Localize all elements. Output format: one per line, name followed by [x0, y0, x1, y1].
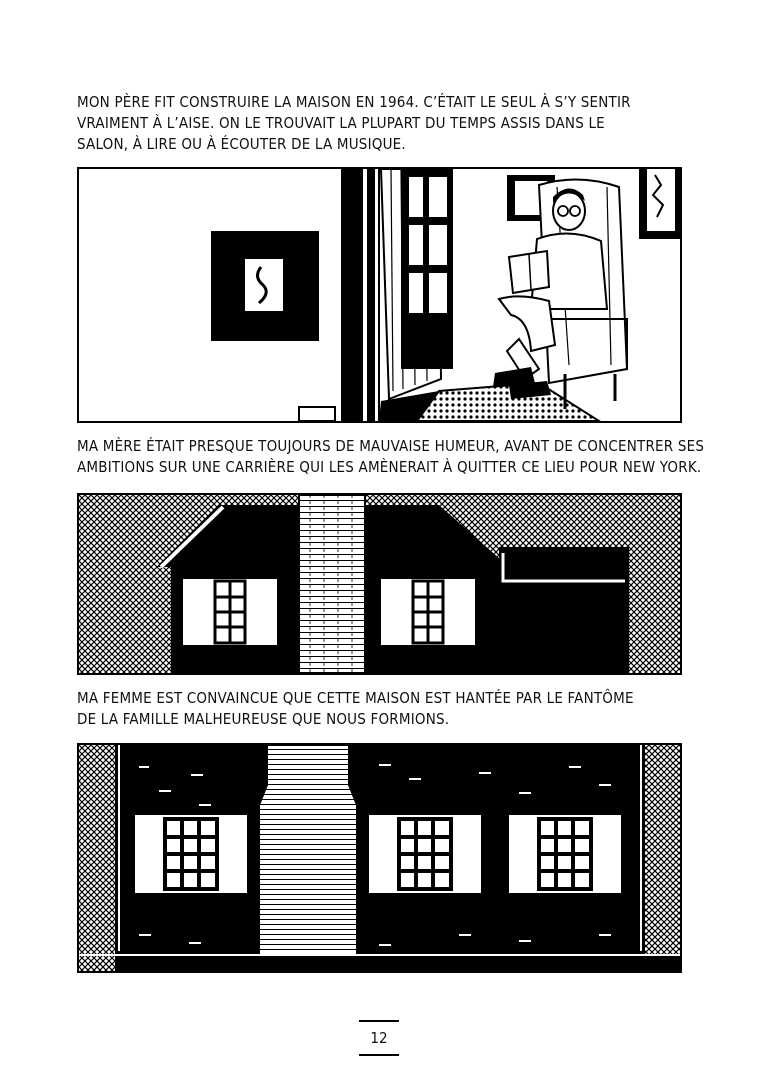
caption-3-line-1: MA FEMME EST CONVAINCUE QUE CETTE MAISON EST HANTÉE PAR LE FANTÔME — [77, 689, 634, 707]
page-number: 12 — [359, 1020, 399, 1056]
caption-3 — [77, 688, 697, 730]
living-room-illustration — [79, 169, 680, 421]
caption-1-line-1: MON PÈRE FIT CONSTRUIRE LA MAISON EN 1964. C’ÉTAIT LE SEUL À S’Y SENTIR — [77, 93, 631, 111]
wall-outlet — [299, 407, 335, 421]
house-roof-illustration — [79, 495, 680, 673]
caption-2 — [77, 436, 705, 478]
panel-house-facade — [77, 743, 682, 973]
caption-1-line-2: VRAIMENT À L’AISE. ON LE TROUVAIT LA PLUPART DU TEMPS ASSIS DANS LE — [77, 114, 605, 132]
house-facade-illustration — [79, 745, 680, 971]
caption-3-line-2: DE LA FAMILLE MALHEUREUSE QUE NOUS FORMIONS. — [77, 710, 450, 728]
panel-living-room — [77, 167, 682, 423]
caption-2-line-1: MA MÈRE ÉTAIT PRESQUE TOUJOURS DE MAUVAISE HUMEUR, AVANT DE CONCENTRER SES — [77, 437, 705, 455]
caption-1-line-3: SALON, À LIRE OU À ÉCOUTER DE LA MUSIQUE. — [77, 135, 406, 153]
caption-2-line-2: AMBITIONS SUR UNE CARRIÈRE QUI LES AMÈNERAIT À QUITTER CE LIEU POUR NEW YORK. — [77, 458, 702, 476]
chimney — [299, 495, 365, 673]
panel-house-roof — [77, 493, 682, 675]
caption-1 — [77, 92, 697, 155]
chimney-facade — [259, 745, 357, 955]
rug — [417, 383, 599, 421]
